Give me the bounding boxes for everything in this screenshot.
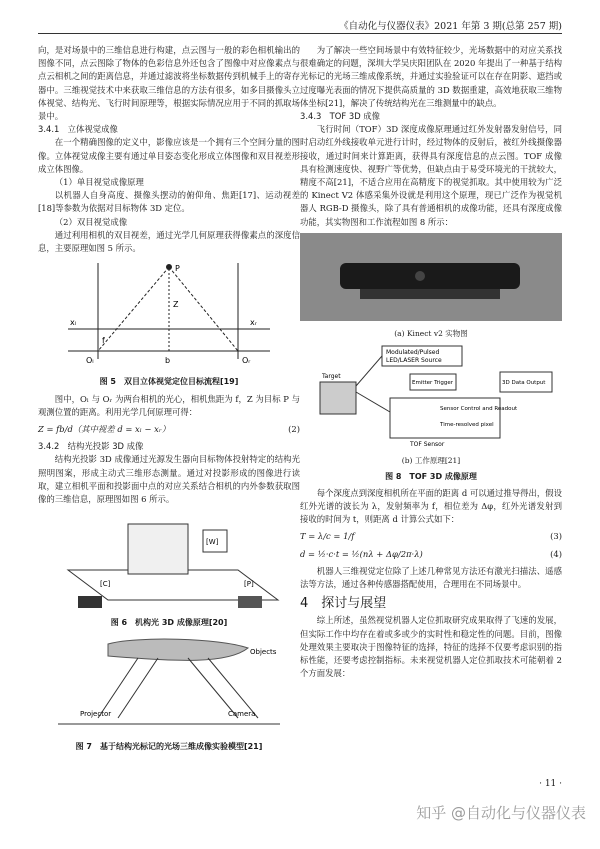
label-tof: TOF Sensor [410,441,445,449]
label-led: LED/LASER Source [386,357,442,365]
kinect-sensor [340,263,520,289]
section-heading-3-4-3: 3.4.3 TOF 3D 成像 [300,111,381,122]
section-heading-4: 4 探讨与展望 [300,596,387,612]
paragraph: 以机器人自身高度、摄像头摆动的俯仰角、焦距[17]、运动视差[18]等参数为依据对目标物体 3D 定位。 [38,190,300,214]
paragraph: 通过利用相机的双目视差，通过光学几何原理获得像素点的深度信息，主要原理如图 5 所示。 [38,229,300,254]
kinect-base [360,289,500,299]
target-box [320,382,356,414]
list-item: （1）单目视觉成像原理 [54,177,144,188]
figure-8b-caption: (b) 工作原理[21] [401,456,461,466]
label-Z: Z [173,300,179,310]
figure-8 [300,233,562,483]
right-column [300,44,562,681]
equation-3-body: T = λ/c = 1/f [300,531,355,542]
equation-4-body: d = ½·c·t = ½(nλ + Δφ/2π·λ) [300,548,423,559]
equation-2 [38,423,300,436]
label-modulated: Modulated/Pulsed [386,349,440,357]
paragraph: 为了解决一些空间场景中有效特征较少，光场数据中的对应关系找很难确定的问题，深圳大学吴庆阳团队在 2020 年提出了一种基于结构光标记的光场三维成像系统，并通过实验验证可以在存在阴影、遮挡或过度曝光表面的情况下提供高质量的 3D 数据重建，高效地获取三维物体坐标[21]，解决了传统结构光在三维测量中的缺点。 [300,45,562,108]
equation-2-number: (2) [288,424,300,435]
label-objects: Objects [250,647,277,656]
paragraph: 向，是对场景中的三维信息进行构建，点云图与一般的彩色相机输出的图像不同，点云图除了物体的色彩信息外还包含了图像中对应像素点与点云相机之间的距离信息，并通过滤波将坐标数据传到机械手上的寄存器中。三维视觉技术中来获取三维信息的方法有很多，如多目摄像头立体视觉、结构光、飞行时间原理等，根据实际情况应用于不同的抓取场景中。 [38,45,300,122]
paragraph: 在一个精确图像的定义中，影像应该是一个拥有三个空间分量的图像。立体视觉成像主要有通过单目姿态变化形成立体图像和双目视差形成立体图像。 [38,137,300,174]
label-xr: xᵣ [250,318,257,328]
paragraph: 结构光投影 3D 成像通过光源发生器向目标物体投射特定的结构光照明图案，形成主动式三维形态测量。通过对投影形成的图像进行读取，建立相机平面和投影面中点的对应关系结合相机的内外参数获取图像的三维信息，原理图如图 6 所示。 [38,454,300,505]
left-column [38,44,300,757]
label-camera: Camera [228,709,256,718]
paragraph: 每个深度点到深度相机所在平面的距离 d 可以通过推导得出，假设红外光谱的波长为 λ，发射频率为 f，相位差为 Δφ，红外光谱发射到接收的时间为 t，则距离 d 计算公式如下： [300,487,562,525]
figure-8a-caption: (a) Kinect v2 实物图 [394,329,468,339]
label-xl: xₗ [70,318,77,328]
label-target: Target [322,373,341,381]
tof-sensor-box [390,398,500,438]
tof-diagram [300,342,562,448]
figure-6 [38,510,300,629]
ray [118,658,158,718]
camera-device [78,596,102,608]
equation-4-number: (4) [550,548,562,559]
equation-4 [300,548,562,561]
objects-shape [108,639,248,660]
list-item: （2）双目视觉成像 [54,216,128,227]
label-C: [C] [100,580,111,589]
label-b: b [165,356,171,366]
label-P-proj: [P] [244,580,254,589]
paragraph: 飞行时间（TOF）3D 深度成像原理通过红外发射器发射信号，同时启动红外线接收单元进行计时，经过物体的反射后，被红外线摄像器接收，通过时间来计算距离，获得具有深度信息的点云图。TOF 成像具有检测速度快、视野广等优势，但缺点由于易受环境光的干扰较大，精度不高[21]，不适合应用在高精度下的视觉抓取。其中使用较为广泛的 Kinect V2 体感采集外设就是利用这个原理，现已广泛作为视觉机器人 RGB-D 摄像头，除了具有普通相机的成像功能，还具有深度成像功能，其实物图和工作流程如图 8 所示： [300,124,562,227]
label-P: P [175,264,180,274]
ray [98,658,138,718]
label-f: f [102,336,105,346]
label-projector: Projector [80,709,112,718]
equation-2-body: Z = fb/d（其中视差 d = xₗ − xᵣ） [38,424,171,435]
ray-right [169,267,238,351]
ray-left [98,267,169,351]
equation-3 [300,530,562,543]
paragraph: 图中，Oₗ 与 Oᵣ 为两台相机的光心，相机焦距为 f，Z 为目标 P 与观测位置的距离。利用光学几何原理可得： [38,393,300,417]
figure-6-caption: 图 6 机构光 3D 成像原理[20] [110,618,228,628]
label-W: [W] [206,538,219,547]
section-heading-3-4-1: 3.4.1 立体视觉成像 [38,124,118,135]
figure-8-caption: 图 8 TOF 3D 成像原理 [385,471,477,481]
paragraph: 机器人三维视觉定位除了上述几种常见方法还有激光扫描法、遥感法等方法，通过各种传感器搭配使用，合理用在不同场景中。 [300,565,562,590]
figure-5 [38,259,300,388]
target-point [166,264,172,270]
label-pixel: Time-resolved pixel [440,422,494,429]
header-rule [38,33,562,34]
label-emitter: Emitter Trigger [412,380,454,387]
sensor-lens [415,271,425,281]
watermark: 知乎 @自动化与仪器仪表 [416,804,586,822]
target-object [128,524,188,574]
figure-5-caption: 图 5 双目立体视觉定位目标流程[19] [99,377,239,387]
label-output: 3D Data Output [502,380,546,387]
figure-7-caption: 图 7 基于结构光标记的光场三维成像实验模型[21] [75,741,263,751]
light-field-diagram [38,634,300,734]
figure-7 [38,634,300,753]
section-heading-3-4-2: 3.4.2 结构光投影 3D 成像 [38,441,144,452]
equation-3-number: (3) [550,531,562,542]
label-Ol: Oₗ [86,356,94,366]
structured-light-diagram [38,510,300,610]
label-sensor: Sensor Control and Readout [440,406,518,413]
kinect-photo [300,233,562,321]
emit-ray [356,356,382,386]
ray [188,658,238,718]
ray [208,658,258,718]
binocular-diagram [38,259,300,369]
label-Or: Oᵣ [242,356,251,366]
projector-device [238,596,262,608]
paragraph: 综上所述，虽然视觉机器人定位抓取研究成果取得了飞速的发展，但实际工作中均存在着或多或少的实时性和稳定性的问题。目前，图像处理效果主要取决于图像特征的选择，特征的选择不仅要考虑识别的指标性能，还要考虑控制指标。未来视觉机器人定位抓取技术可能朝着 2 个方面发展： [300,615,562,679]
journal-header: 《自动化与仪器仪表》2021 年第 3 期(总第 257 期) [339,21,562,32]
return-ray [356,392,390,412]
page-number: · 11 · [539,779,562,789]
